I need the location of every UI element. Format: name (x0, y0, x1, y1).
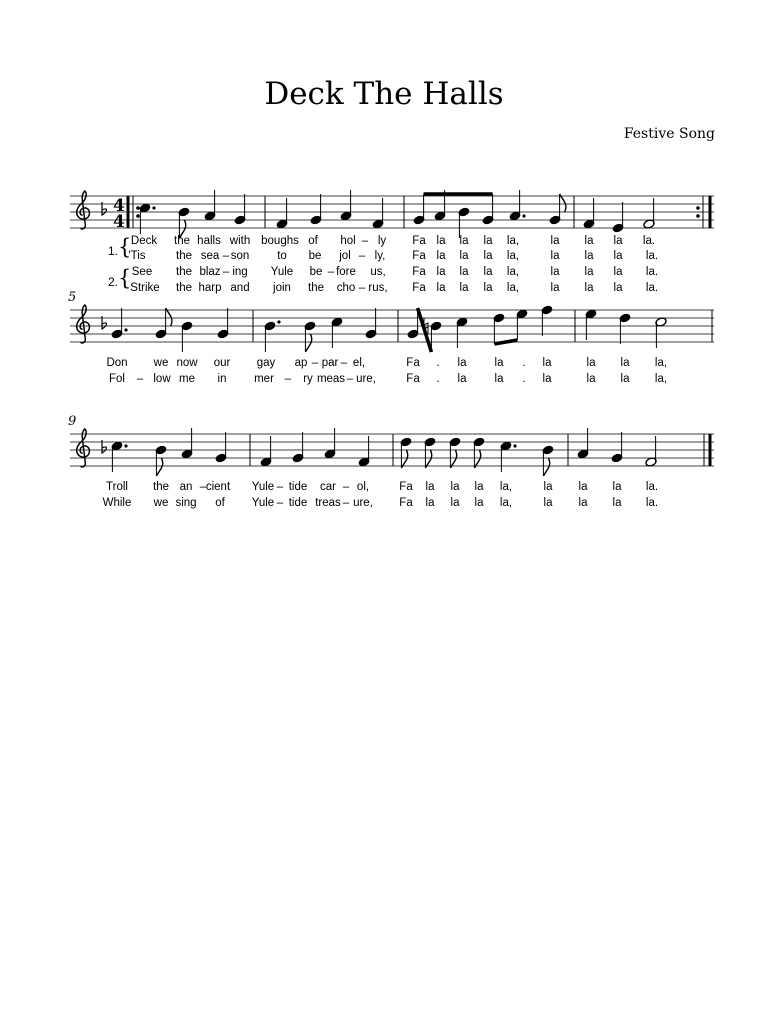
lyric-syllable: blaz (199, 266, 221, 278)
lyric-syllable: of (308, 235, 318, 247)
verse-number-1: 1. (108, 244, 119, 258)
lyric-syllable: el, (352, 357, 366, 369)
lyric-syllable: the (176, 250, 192, 262)
eighth-flag-icon (474, 450, 480, 468)
lyric-syllable: Deck (130, 235, 158, 247)
system-3 (70, 428, 714, 476)
lyric-syllable: la (612, 481, 622, 493)
lyric-syllable: Troll (106, 481, 128, 493)
lyric-syllable: – (276, 497, 284, 509)
lyric-syllable: la (543, 481, 553, 493)
lyric-syllable: ap (294, 357, 308, 369)
lyric-syllable: la (436, 250, 446, 262)
repeat-dot (136, 214, 140, 218)
lyric-syllable: . (522, 373, 526, 385)
lyric-syllable: – (311, 357, 319, 369)
lyric-syllable: la, (654, 373, 668, 385)
lyric-syllable: tide (288, 481, 308, 493)
lyric-syllable: la (457, 373, 467, 385)
lyric-syllable: While (102, 497, 132, 509)
lyric-syllable: la (550, 266, 560, 278)
lyric-syllable: Fol (109, 373, 125, 385)
lyric-syllable: la, (506, 282, 520, 294)
system-1 (70, 190, 714, 238)
lyric-syllable: la (425, 481, 435, 493)
lyric-syllable: la. (642, 235, 656, 247)
lyric-syllable: ry (303, 373, 313, 385)
lyric-syllable: – (358, 282, 366, 294)
lyric-syllable: Strike (130, 282, 160, 294)
lyric-syllable: la (483, 250, 493, 262)
lyric-syllable: . (436, 373, 440, 385)
lyric-syllable: la (450, 497, 460, 509)
eighth-flag-icon (156, 458, 162, 476)
time-signature-denominator: 4 (113, 212, 125, 232)
augmentation-dot (522, 214, 525, 217)
lyric-syllable: la (586, 373, 596, 385)
lyric-syllable: la (474, 481, 484, 493)
lyric-syllable: ly, (374, 250, 386, 262)
repeat-dot (696, 214, 700, 218)
lyric-syllable: – (361, 235, 369, 247)
lyric-syllable: la (586, 357, 596, 369)
lyric-syllable: . (436, 357, 440, 369)
song-title: Deck The Halls (264, 76, 504, 112)
lyric-syllable: ing (232, 266, 248, 278)
eighth-flag-icon (450, 450, 456, 468)
lyric-syllable: la (542, 373, 552, 385)
measure-number-9: 9 (68, 414, 77, 429)
lyric-syllable: of (215, 497, 225, 509)
lyric-syllable: See (131, 266, 153, 278)
lyric-syllable: la (584, 266, 594, 278)
lyric-syllable: – (342, 481, 350, 493)
lyric-syllable: be (308, 250, 322, 262)
lyric-syllable: la. (645, 250, 659, 262)
lyric-syllable: Yule (251, 481, 275, 493)
lyric-syllable: – (342, 497, 350, 509)
lyric-syllable: Yule (270, 266, 294, 278)
lyric-syllable: me (179, 373, 195, 385)
lyric-syllable: la (483, 282, 493, 294)
lyric-syllable: la (550, 282, 560, 294)
lyric-syllable: cient (205, 481, 231, 493)
lyric-syllable: la (494, 357, 504, 369)
lyric-syllable: the (176, 282, 192, 294)
lyric-syllable: mer (254, 373, 274, 385)
lyric-syllable: la (483, 235, 493, 247)
lyric-syllable: la (584, 282, 594, 294)
lyric-syllable: in (217, 373, 227, 385)
lyric-syllable: la (542, 357, 552, 369)
lyric-syllable: la (543, 497, 553, 509)
lyric-syllable: meas (316, 373, 346, 385)
lyric-syllable: ure, (356, 373, 376, 385)
verse-brace-1: { (118, 235, 132, 259)
lyric-syllable: ure, (353, 497, 373, 509)
lyric-syllable: la, (654, 357, 668, 369)
lyric-syllable: la (436, 235, 446, 247)
lyric-syllable: Fa (412, 250, 426, 262)
lyric-syllable: la (613, 235, 623, 247)
time-signature-numerator: 4 (113, 196, 125, 216)
lyric-syllable: la (613, 250, 623, 262)
repeat-dot (136, 206, 140, 210)
lyric-syllable: . (522, 357, 526, 369)
lyric-syllable: halls (197, 235, 221, 247)
lyric-syllable: – (199, 481, 207, 493)
lyric-syllable: – (284, 373, 292, 385)
lyric-syllable: Yule (251, 497, 275, 509)
lyric-syllable: Fa (412, 282, 426, 294)
lyric-syllable: la (450, 481, 460, 493)
treble-clef-icon (77, 191, 90, 229)
verse-number-2: 2. (108, 275, 119, 289)
system-2 (70, 305, 714, 352)
lyric-syllable: la (425, 497, 435, 509)
lyric-syllable: par (321, 357, 339, 369)
lyric-syllable: rus, (368, 282, 388, 294)
lyric-syllable: la (550, 235, 560, 247)
lyric-syllable: harp (198, 282, 222, 294)
lyric-syllable: la, (506, 266, 520, 278)
lyric-syllable: cho (336, 282, 356, 294)
lyric-syllable: with (229, 235, 251, 247)
lyric-syllable: Fa (412, 235, 426, 247)
repeat-dot (696, 206, 700, 210)
lyric-syllable: – (136, 373, 144, 385)
measure-number-5: 5 (68, 290, 77, 305)
lyric-syllable: – (358, 250, 366, 262)
lyric-syllable: – (327, 266, 335, 278)
lyric-syllable: the (174, 235, 190, 247)
lyric-syllable: we (153, 357, 169, 369)
augmentation-dot (124, 444, 127, 447)
lyric-syllable: la (613, 266, 623, 278)
lyric-syllable: la, (506, 250, 520, 262)
lyric-syllable: la (620, 373, 630, 385)
lyric-syllable: ol, (356, 481, 370, 493)
lyric-syllable: la (612, 497, 622, 509)
treble-clef-icon (77, 305, 90, 343)
eighth-flag-icon (560, 194, 566, 212)
lyric-syllable: be (309, 266, 323, 278)
lyric-syllable: la (457, 357, 467, 369)
lyric-syllable: tide (288, 497, 308, 509)
lyric-syllable: la. (645, 266, 659, 278)
lyric-syllable: ly (377, 235, 387, 247)
lyric-syllable: we (153, 497, 169, 509)
lyric-syllable: – (222, 250, 230, 262)
lyric-syllable: la, (499, 497, 513, 509)
eighth-flag-icon (166, 308, 172, 326)
lyric-syllable: treas (315, 497, 341, 509)
lyric-syllable: gay (256, 357, 276, 369)
lyric-syllable: la (620, 357, 630, 369)
lyric-syllable: the (308, 282, 324, 294)
composer-credit: Festive Song (623, 126, 715, 142)
lyric-syllable: Fa (406, 357, 420, 369)
lyric-syllable: la. (645, 497, 659, 509)
lyric-syllable: la (550, 250, 560, 262)
lyric-syllable: now (176, 357, 198, 369)
lyric-syllable: the (176, 266, 192, 278)
lyric-syllable: sea (200, 250, 220, 262)
lyric-syllable: la, (506, 235, 520, 247)
lyric-syllable: la (436, 282, 446, 294)
lyric-syllable: la (494, 373, 504, 385)
lyric-syllable: Don (106, 357, 128, 369)
beam (418, 308, 432, 352)
lyric-syllable: la. (645, 282, 659, 294)
lyric-syllable: la (459, 266, 469, 278)
lyric-syllable: hol (340, 235, 356, 247)
eighth-flag-icon (305, 334, 311, 352)
lyric-syllable: our (213, 357, 231, 369)
lyric-syllable: – (222, 266, 230, 278)
augmentation-dot (277, 320, 280, 323)
treble-clef-icon (77, 429, 90, 467)
lyric-syllable: the (153, 481, 169, 493)
lyric-syllable: la (578, 497, 588, 509)
lyric-syllable: la (584, 250, 594, 262)
staff-systems (70, 190, 714, 476)
lyric-syllable: us, (370, 266, 386, 278)
lyric-syllable: to (277, 250, 287, 262)
lyric-syllable: Fa (399, 497, 413, 509)
beam (494, 340, 517, 344)
lyric-syllable: – (276, 481, 284, 493)
lyric-syllable: join (273, 282, 291, 294)
lyric-syllable: Fa (406, 373, 420, 385)
lyric-syllable: boughs (261, 235, 299, 247)
lyric-syllable: 'Tis (128, 250, 146, 262)
eighth-flag-icon (425, 450, 431, 468)
lyric-syllable: – (340, 357, 348, 369)
lyric-syllable: low (153, 373, 171, 385)
lyric-syllable: Fa (412, 266, 426, 278)
eighth-flag-icon (543, 458, 549, 476)
augmentation-dot (124, 328, 127, 331)
lyric-syllable: and (230, 282, 250, 294)
lyric-syllable: la (459, 235, 469, 247)
lyric-syllable: la (483, 266, 493, 278)
lyric-syllable: la. (645, 481, 659, 493)
lyric-syllable: jol (339, 250, 351, 262)
lyric-syllable: la (459, 250, 469, 262)
eighth-flag-icon (401, 450, 407, 468)
lyric-syllable: la (578, 481, 588, 493)
augmentation-dot (513, 444, 516, 447)
lyric-syllable: an (179, 481, 193, 493)
lyric-syllable: fore (336, 266, 356, 278)
lyric-syllable: la (459, 282, 469, 294)
lyric-syllable: la, (499, 481, 513, 493)
lyric-syllable: sing (175, 497, 197, 509)
lyric-syllable: Fa (399, 481, 413, 493)
lyric-syllable: son (230, 250, 250, 262)
lyric-syllable: car (320, 481, 336, 493)
augmentation-dot (152, 206, 155, 209)
lyric-syllable: – (346, 373, 354, 385)
lyric-syllable: la (584, 235, 594, 247)
verse-brace-2: { (118, 266, 132, 290)
lyric-syllable: la (474, 497, 484, 509)
lyric-syllable: la (436, 266, 446, 278)
lyric-syllable: la (613, 282, 623, 294)
